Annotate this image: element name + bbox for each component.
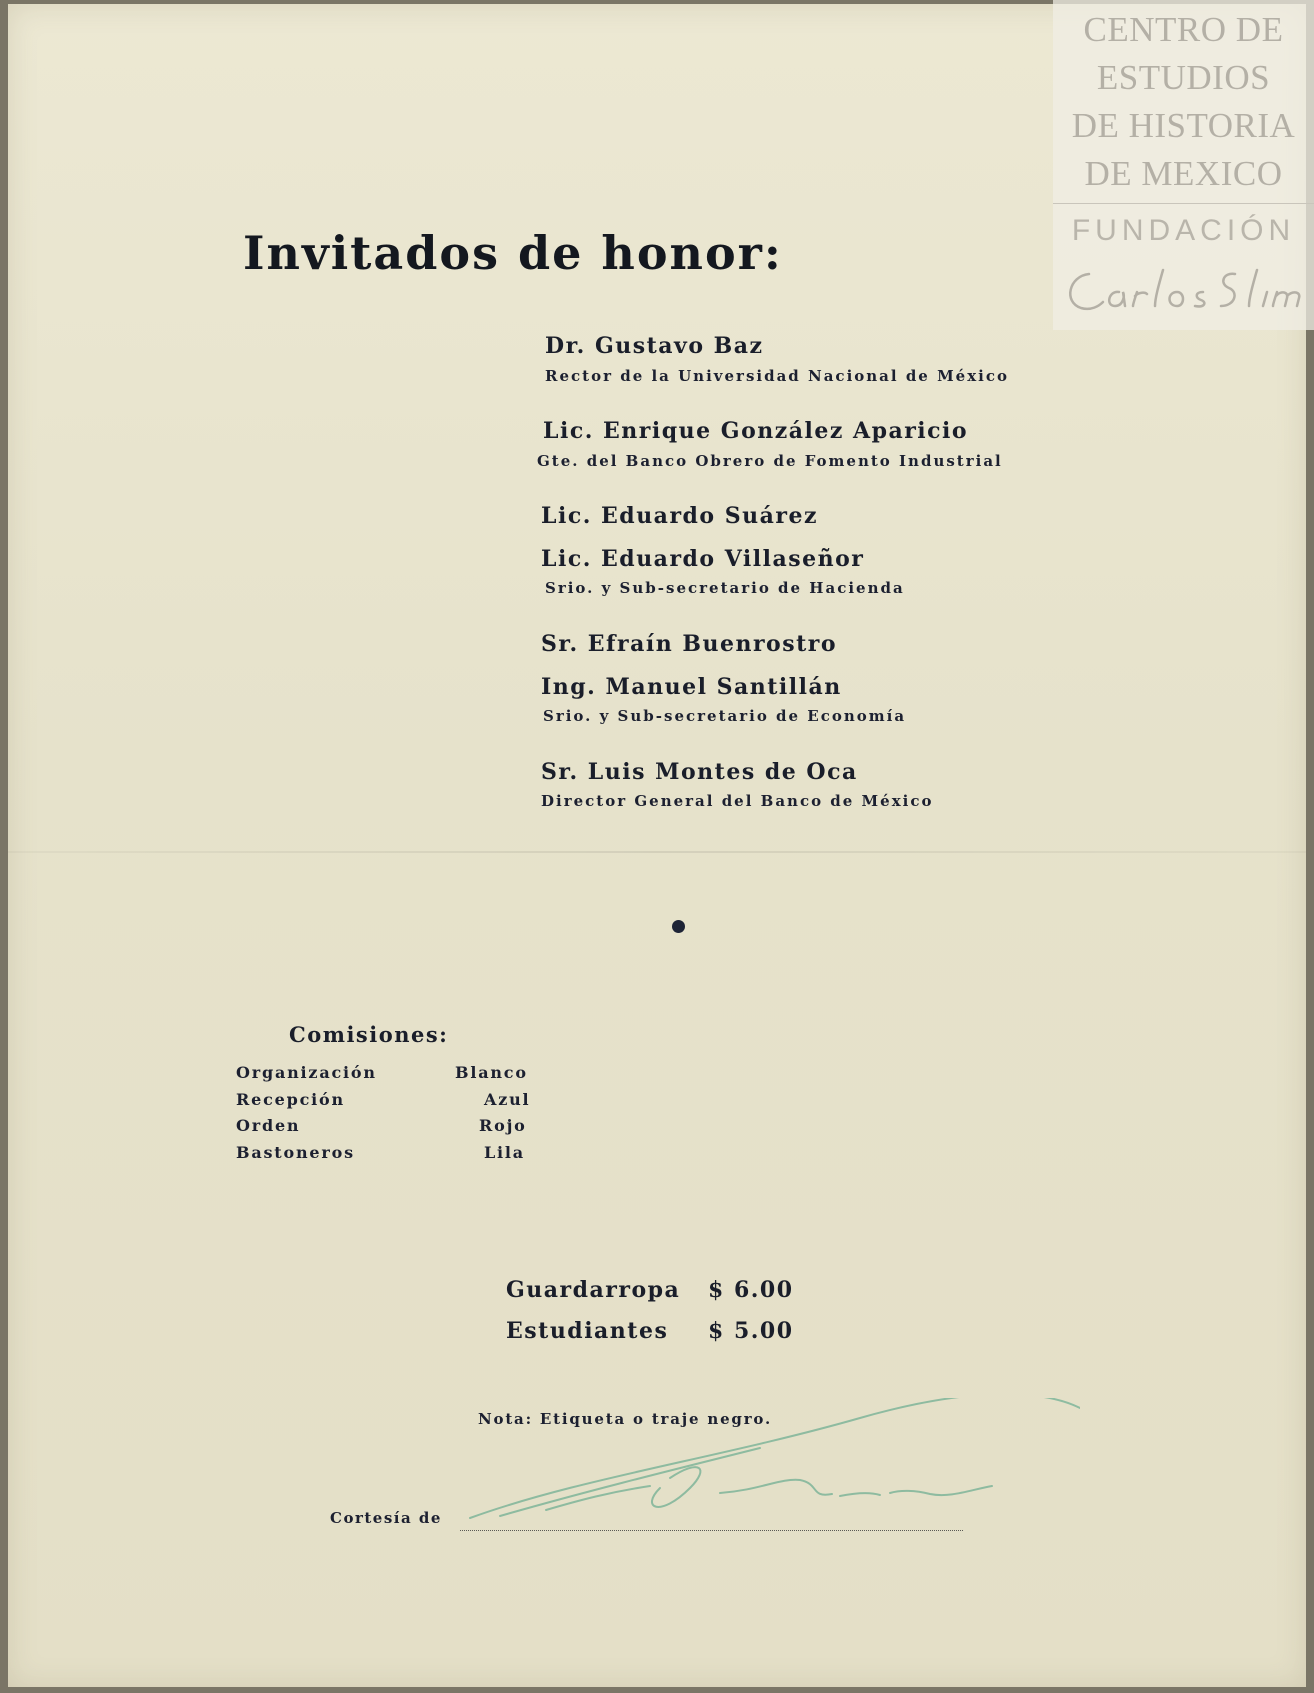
guest-role: Rector de la Universidad Nacional de México xyxy=(545,367,1009,385)
comision-color: Azul xyxy=(484,1090,531,1109)
comision-color: Lila xyxy=(484,1143,525,1162)
guest-role: Srio. y Sub-secretario de Hacienda xyxy=(545,579,905,597)
comisiones-title: Comisiones: xyxy=(289,1022,449,1047)
comision-name: Bastoneros xyxy=(236,1143,355,1162)
guest-name: Dr. Gustavo Baz xyxy=(545,333,764,359)
fee-label: Estudiantes xyxy=(506,1318,669,1344)
guest-role: Srio. y Sub-secretario de Economía xyxy=(543,707,907,725)
comision-name: Organización xyxy=(236,1063,377,1082)
guest-role: Gte. del Banco Obrero de Fomento Industrial xyxy=(537,452,1003,470)
watermark-line: ESTUDIOS xyxy=(1096,58,1271,97)
guest-role: Director General del Banco de México xyxy=(541,792,934,810)
watermark-foundation: FUNDACIÓN xyxy=(1071,214,1296,247)
page-title: Invitados de honor: xyxy=(243,226,783,280)
dress-code-note: Nota: Etiqueta o traje negro. xyxy=(478,1410,772,1428)
watermark-line: DE HISTORIA xyxy=(1071,106,1296,145)
ornament-dot xyxy=(672,920,685,933)
comision-color: Blanco xyxy=(455,1063,528,1082)
handwritten-signature xyxy=(460,1398,1080,1538)
fee-value: $ 5.00 xyxy=(708,1318,794,1344)
watermark-line: CENTRO DE xyxy=(1083,10,1284,49)
courtesy-label: Cortesía de xyxy=(330,1509,442,1527)
guest-name: Lic. Eduardo Villaseñor xyxy=(541,546,865,572)
guest-name: Ing. Manuel Santillán xyxy=(541,674,842,700)
fee-value: $ 6.00 xyxy=(708,1277,794,1303)
watermark-line: DE MEXICO xyxy=(1084,154,1283,193)
comision-name: Orden xyxy=(236,1116,301,1135)
watermark-signature-logo xyxy=(1059,262,1309,322)
archive-watermark xyxy=(1053,0,1314,330)
guest-name: Lic. Enrique González Aparicio xyxy=(543,418,969,444)
guest-name: Lic. Eduardo Suárez xyxy=(541,503,818,529)
guest-name: Sr. Efraín Buenrostro xyxy=(541,631,838,657)
watermark-divider xyxy=(1053,203,1314,204)
fee-label: Guardarropa xyxy=(506,1277,681,1303)
paper-fold-line xyxy=(8,851,1306,853)
guest-name: Sr. Luis Montes de Oca xyxy=(541,759,858,785)
comision-color: Rojo xyxy=(479,1116,527,1135)
comision-name: Recepción xyxy=(236,1090,345,1109)
